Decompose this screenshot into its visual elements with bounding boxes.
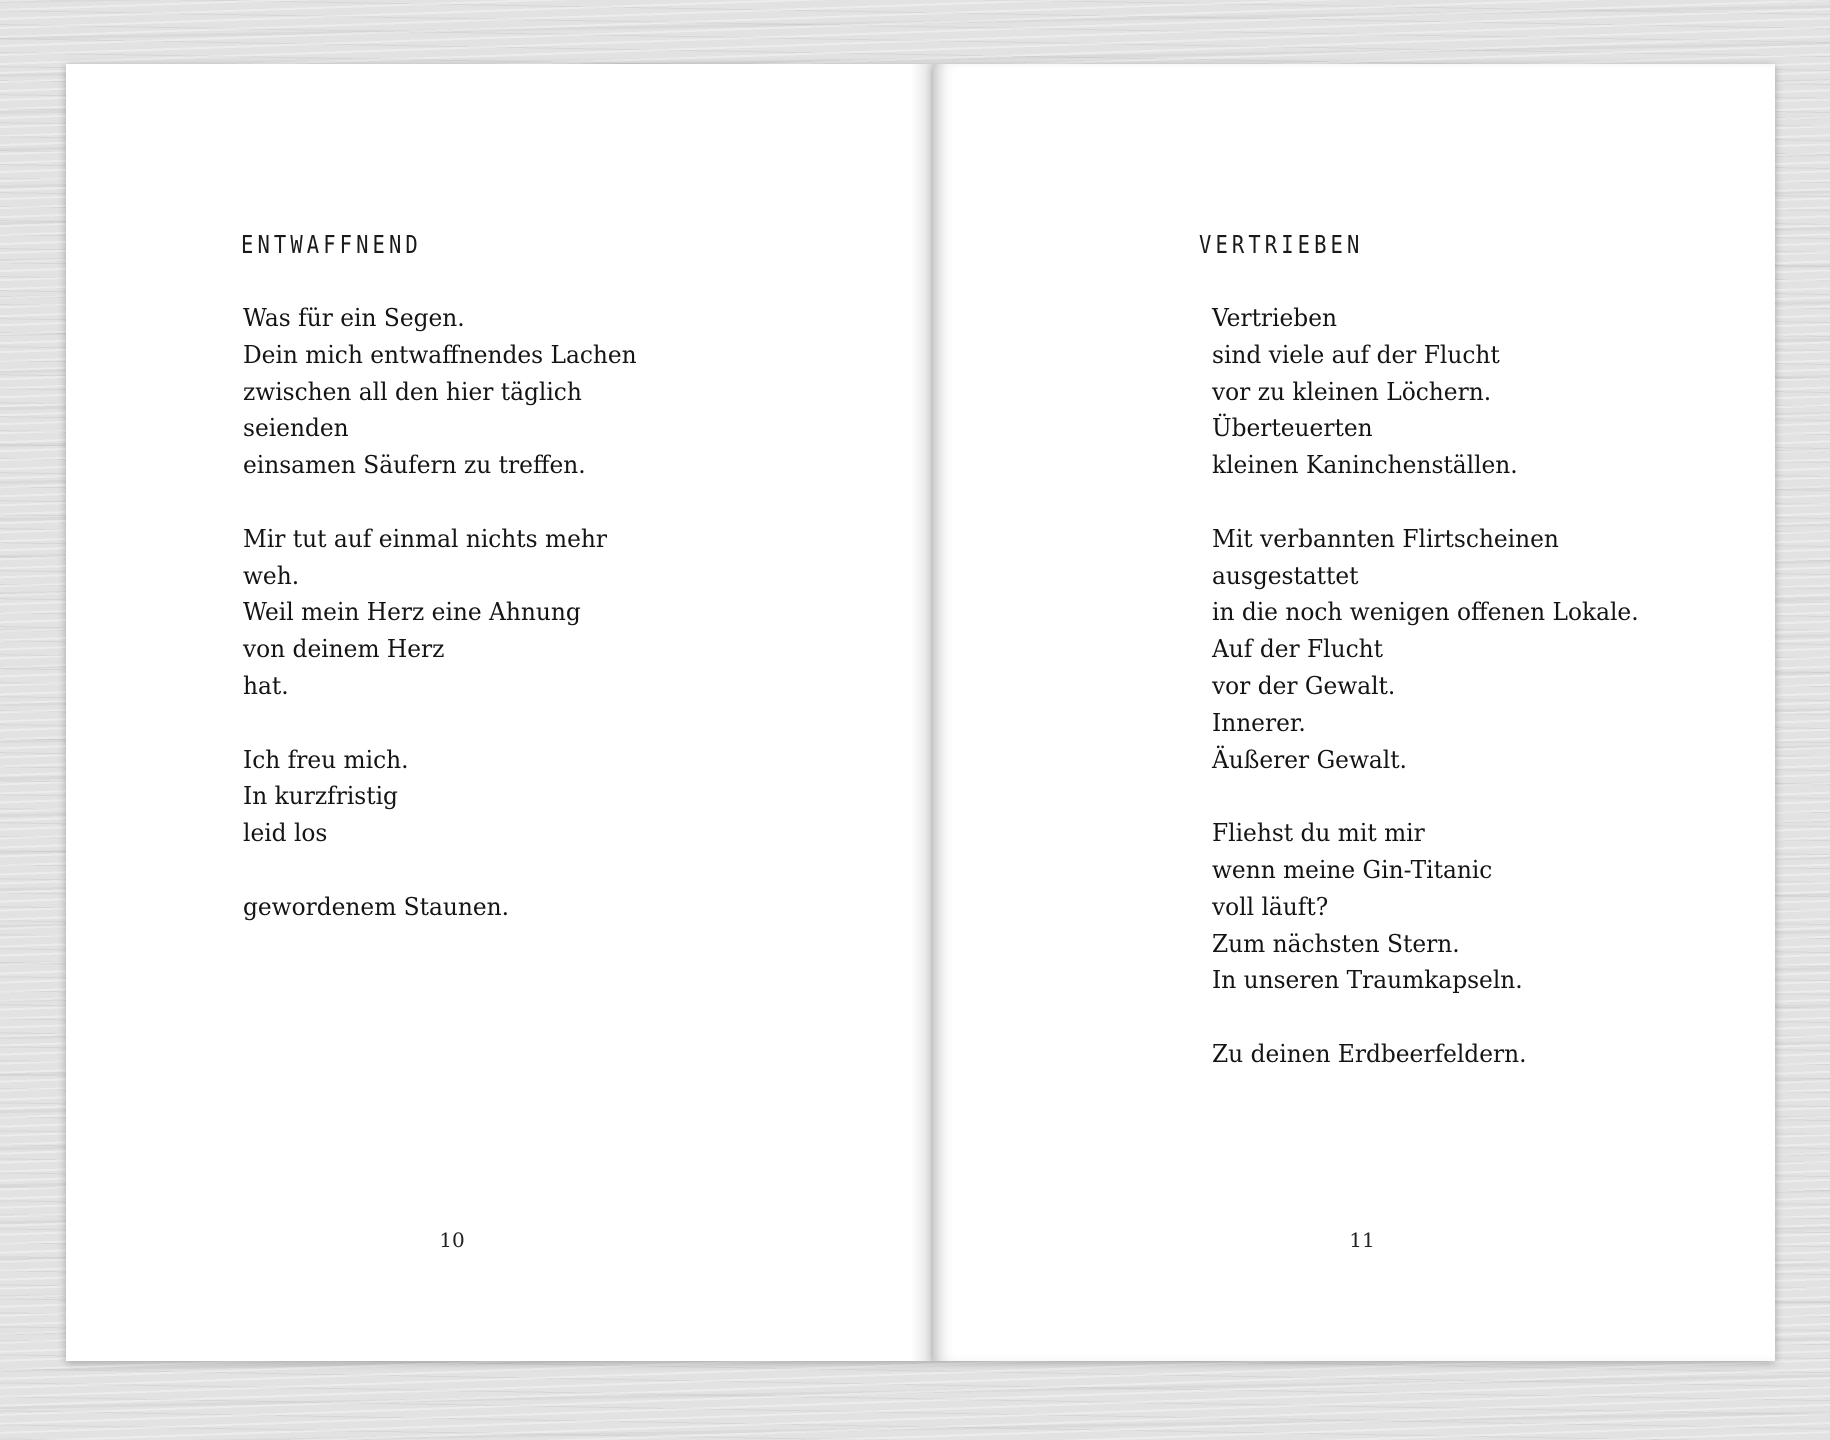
poem-line: Überteuerten [1212, 414, 1373, 443]
poem-line: Dein mich entwaffnendes Lachen [243, 340, 637, 369]
stanza [243, 742, 637, 852]
poem-line: wenn meine Gin-Titanic [1212, 855, 1493, 884]
poem-line: Fliehst du mit mir [1212, 819, 1425, 848]
right-page [933, 64, 1775, 1361]
poem-line: zwischen all den hier täglich [243, 377, 582, 406]
poem-line: sind viele auf der Flucht [1212, 340, 1500, 369]
poem-line: Ich freu mich. [243, 745, 409, 774]
stanza [1212, 521, 1639, 779]
poem-title: VERTRIEBEN [1199, 230, 1364, 259]
stanza [1212, 1036, 1639, 1073]
poem-line: leid los [243, 819, 328, 848]
poem-body [243, 300, 637, 926]
poem-line: Zu deinen Erdbeerfeldern. [1212, 1039, 1527, 1068]
poem-line: Mir tut auf einmal nichts mehr [243, 524, 607, 553]
poem-line: von deinem Herz [243, 635, 445, 664]
poem-line: Mit verbannten Flirtscheinen [1212, 524, 1559, 553]
stanza [1212, 815, 1639, 999]
poem-line: in die noch wenigen offenen Lokale. [1212, 598, 1639, 627]
stanza [1212, 300, 1639, 484]
poem-line: vor zu kleinen Löchern. [1212, 377, 1492, 406]
poem-line: ausgestattet [1212, 561, 1359, 590]
stanza [243, 889, 637, 926]
stanza [243, 300, 637, 484]
poem-line: weh. [243, 561, 300, 590]
poem-line: Was für ein Segen. [243, 304, 465, 332]
poem-line: einsamen Säufern zu treffen. [243, 451, 586, 480]
poem-line: Zum nächsten Stern. [1212, 929, 1460, 958]
poem-line: kleinen Kaninchenställen. [1212, 451, 1518, 480]
gutter-shadow [911, 64, 933, 1361]
poem-line: hat. [243, 671, 289, 700]
stanza [243, 521, 637, 705]
poem-line: voll läuft? [1212, 892, 1329, 921]
poem-line: In kurzfristig [243, 782, 398, 811]
poem-line: Weil mein Herz eine Ahnung [243, 598, 581, 627]
page-number: 11 [1349, 1228, 1375, 1252]
poem-title: ENTWAFFNEND [241, 230, 422, 259]
poem-line: Auf der Flucht [1212, 635, 1384, 664]
poem-body [1212, 300, 1639, 1073]
left-page [66, 64, 933, 1361]
poem-line: Innerer. [1212, 708, 1306, 737]
poem-line: Vertrieben [1212, 304, 1337, 332]
page-number: 10 [439, 1228, 465, 1252]
poem-line: seienden [243, 414, 349, 443]
poem-line: In unseren Traumkapseln. [1212, 966, 1523, 995]
poem-line: gewordenem Staunen. [243, 892, 510, 921]
poem-line: Äußerer Gewalt. [1212, 745, 1407, 774]
poem-line: vor der Gewalt. [1212, 671, 1396, 700]
